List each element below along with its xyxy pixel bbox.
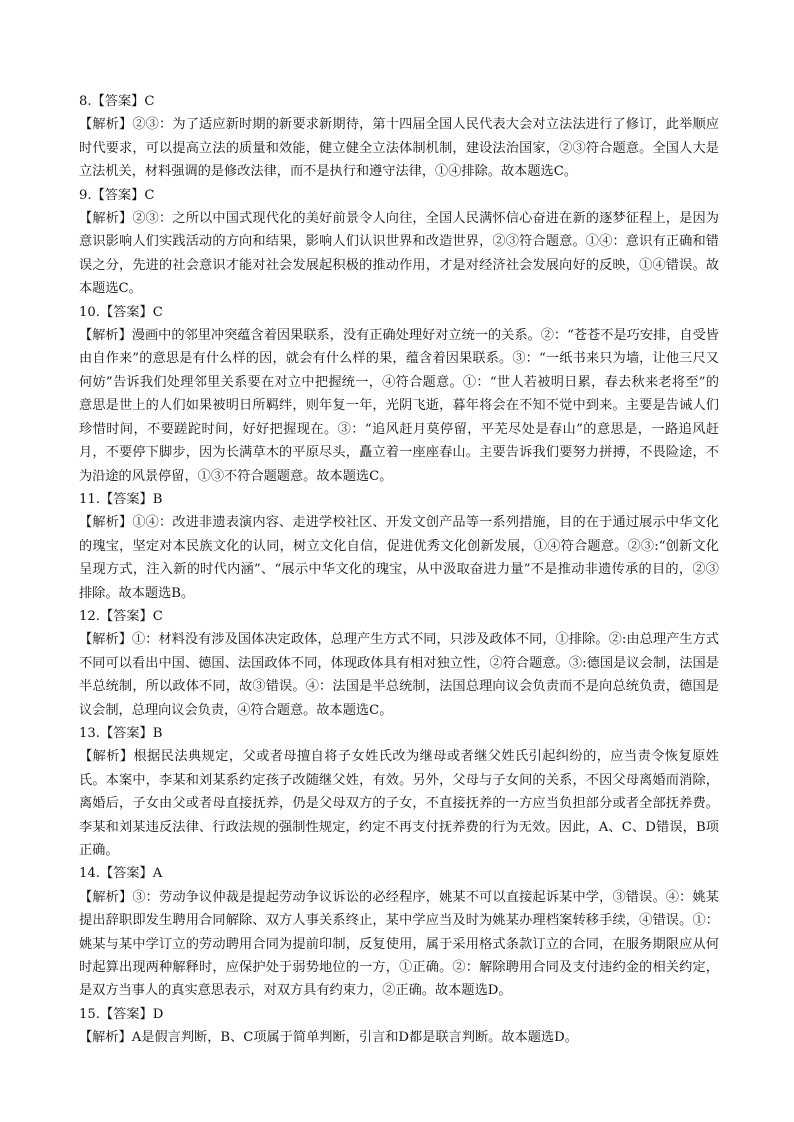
question-12 (79, 605, 719, 722)
explanation: 【解析】③：劳动争议仲裁是提起劳动争议诉讼的必经程序，姚某不可以直接起诉某中学，③错误。④：姚某提出辞职即发生聘用合同解除、双方人事关系终止，某中学应当及时为姚某办理档案转移手续，④错误。①：姚某与某中学订立的劳动聘用合同为提前印制，反复使用，属于采用格式条款订立的合同，在服务期限应从何时起算出现两种解释时，应保护处于弱势地位的一方，①正确。②：解除聘用合同及支付违约金的相关约定，是双方当事人的真实意思表示，对双方具有约束力，②正确。故本题选D。 (79, 889, 719, 999)
question-10 (79, 301, 719, 488)
explanation: 【解析】A是假言判断，B、C项属于简单判断，引言和D都是联言判断。故本题选D。 (79, 1030, 578, 1046)
question-15 (79, 1003, 719, 1050)
explanation: 【解析】漫画中的邻里冲突蕴含着因果联系，没有正确处理好对立统一的关系。②：“苍苍不是巧安排，自受皆由自作来”的意思是有什么样的因，就会有什么样的果，蕴含着因果联系。③：“一纸书来只为墙，让他三尺又何妨”告诉我们处理邻里关系要在对立中把握统一，④符合题意。①：“世人若被明日累，春去秋来老将至”的意思是世上的人们如果被明日所羁绊，则年复一年，光阴飞逝，暮年将会在不知不觉中到来。主要是告诫人们珍惜时间，不要蹉跎时间，好好把握现在。③：“追风赶月莫停留，平芜尽处是春山”的意思是，一路追风赶月，不要停下脚步，因为长满草木的平原尽头，矗立着一座座春山。主要告诉我们要努力拼搏，不畏险途，不为沿途的风景停留，①③不符合题题意。故本题选C。 (79, 328, 719, 484)
answer-line: 15.【答案】D (79, 1006, 164, 1022)
answer-document (79, 90, 719, 1050)
explanation: 【解析】②③：为了适应新时期的新要求新期待，第十四届全国人民代表大会对立法法进行了修订，此举顺应时代要求，可以提高立法的质量和效能，健立健全立法体制机制，建设法治国家，②③符合题意。全国人大是立法机关，材料强调的是修改法律，而不是执行和遵守法律，①④排除。故本题选C。 (79, 117, 719, 180)
explanation: 【解析】①④：改进非遗表演内容、走进学校社区、开发文创产品等一系列措施，目的在于通过展示中华文化的瑰宝，坚定对本民族文化的认同，树立文化自信，促进优秀文化创新发展，①④符合题意。②③:“创新文化呈现方式，注入新的时代内涵”、“展示中华文化的瑰宝，从中汲取奋进力量”不是推动非遗传承的目的，②③排除。故本题选B。 (79, 515, 719, 601)
answer-line: 10.【答案】C (79, 304, 163, 320)
answer-line: 8.【答案】C (79, 94, 155, 109)
question-9 (79, 184, 719, 301)
question-8 (79, 90, 719, 184)
answer-line: 9.【答案】C (79, 187, 155, 203)
answer-line: 11.【答案】B (79, 491, 163, 507)
answer-line: 13.【答案】B (79, 725, 163, 741)
answer-line: 12.【答案】C (79, 608, 163, 624)
question-13 (79, 722, 719, 862)
answer-line: 14.【答案】A (79, 866, 163, 882)
explanation: 【解析】根据民法典规定，父或者母擅自将子女姓氏改为继母或者继父姓氏引起纠纷的，应当责令恢复原姓氏。本案中，李某和刘某系约定孩子改随继父姓，有效。另外，父母与子女间的关系，不因父母离婚而消除，离婚后，子女由父或者母直接抚养，仍是父母双方的子女，不直接抚养的一方应当负担部分或者全部抚养费。李某和刘某违反法律、行政法规的强制性规定，约定不再支付抚养费的行为无效。因此，A、C、D错误，B项正确。 (79, 749, 719, 858)
explanation: 【解析】②③：之所以中国式现代化的美好前景令人向往，全国人民满怀信心奋进在新的逐梦征程上，是因为意识影响人们实践活动的方向和结果，影响人们认识世界和改造世界，②③符合题意。①④：意识有正确和错误之分，先进的社会意识才能对社会发展起积极的推动作用，才是对经济社会发展向好的反映，①④错误。故本题选C。 (79, 211, 719, 297)
question-11 (79, 488, 719, 605)
question-14 (79, 862, 719, 1002)
explanation: 【解析】①：材料没有涉及国体决定政体，总理产生方式不同，只涉及政体不同，①排除。②:由总理产生方式不同可以看出中国、德国、法国政体不同，体现政体具有相对独立性，②符合题意。③:德国是议会制，法国是半总统制，所以政体不同，故③错误。④：法国是半总统制，法国总理向议会负责而不是向总统负责，德国是议会制，总理向议会负责，④符合题意。故本题选C。 (79, 632, 719, 718)
